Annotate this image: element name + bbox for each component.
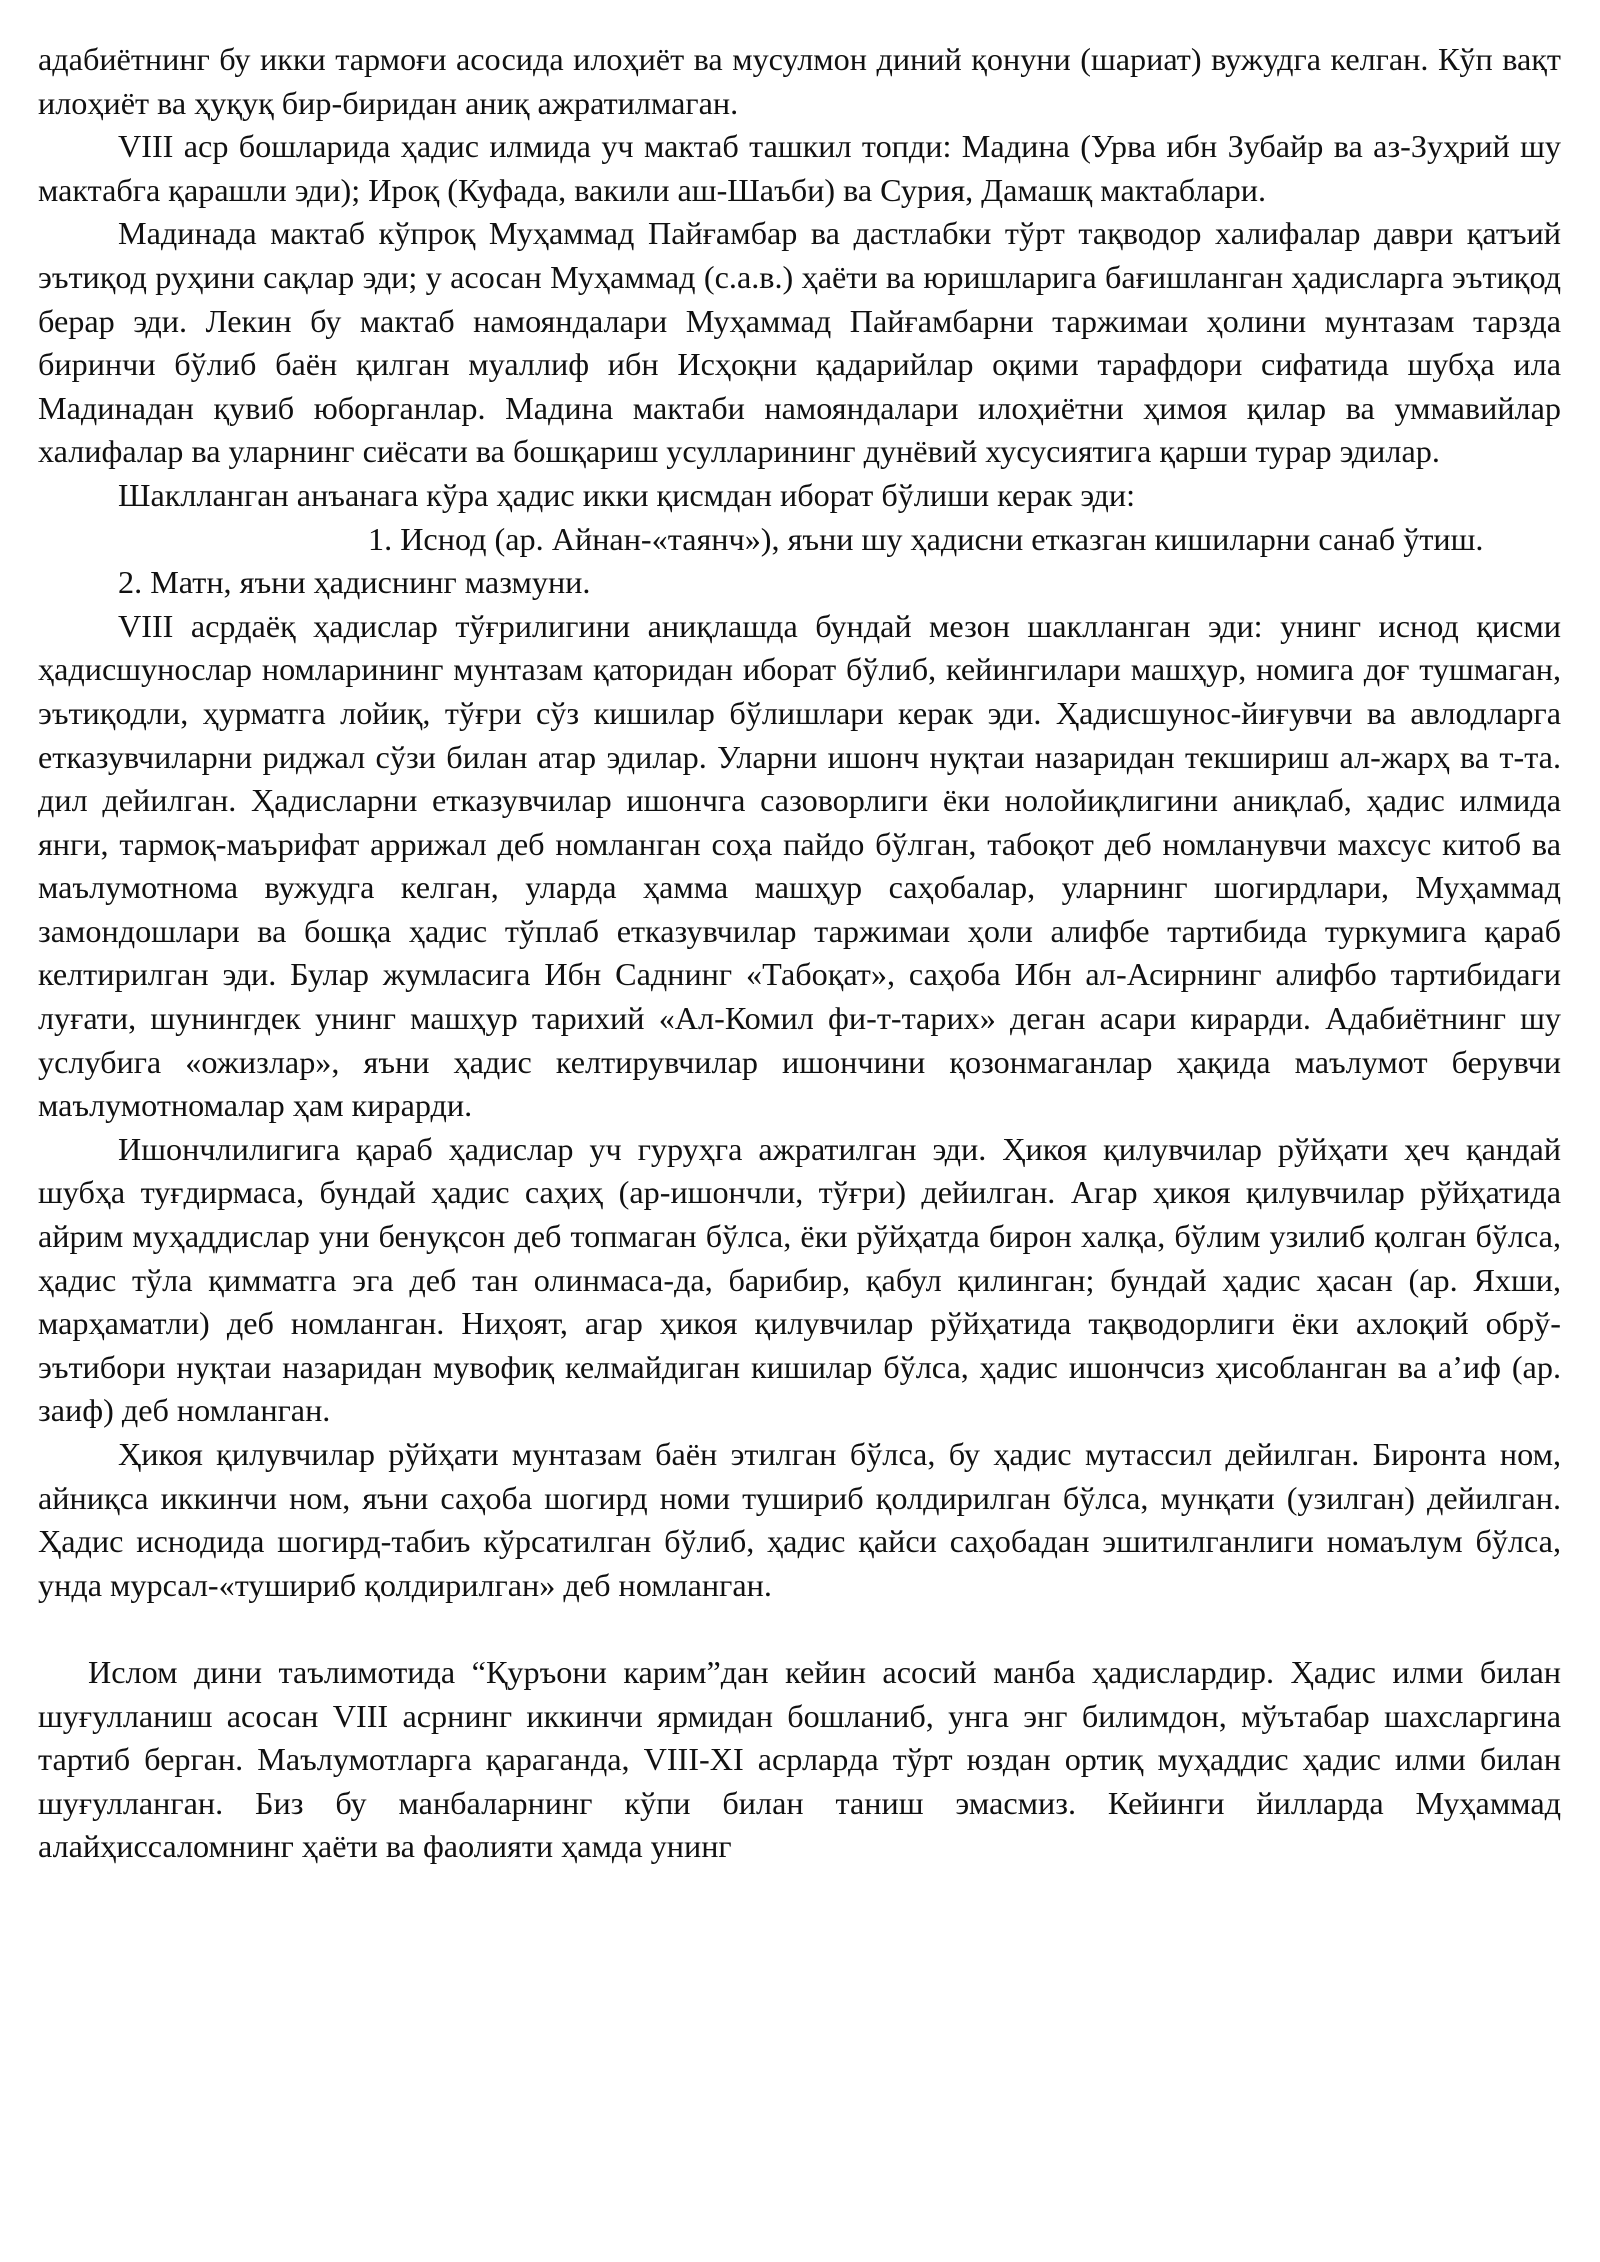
paragraph-chain: Ҳикоя қилувчилар рўйҳати мунтазам баён этилган бўлса, бу ҳадис мутассил дейилган. Биронта ном, айниқса иккинчи ном, яъни саҳоба шогирд номи тушириб қолдирилган бўлса, мунқати (узилган) дейилган. Ҳадис иснодида шогирд-табиъ кўрсатилган бўлиб, ҳадис қайси саҳобадан эшитилганлиги номаълум бўлса, унда мурсал-«тушириб қолдирилган» деб номланган. <box>38 1436 1561 1603</box>
paragraph-intro: адабиётнинг бу икки тармоғи асосида илоҳиёт ва мусулмон диний қонуни (шариат) вужудга келган. Кўп вақт илоҳиёт ва ҳуқуқ бир-биридан аниқ ажратилмаган. <box>38 41 1561 121</box>
paragraph-tradition: Шаклланган анъанага кўра ҳадис икки қисмдан иборат бўлиши керак эди: <box>118 476 1136 513</box>
document-page <box>38 38 1561 1869</box>
paragraph-criteria: VIII асрдаёқ ҳадислар тўғрилигини аниқлашда бундай мезон шаклланган эди: унинг иснод қисми ҳадисшунослар номларининг мунтазам қаторидан иборат бўлиб, кейингилари машҳур, номига доғ тушмаган, эътиқодли, ҳурматга лойиқ, тўғри сўз кишилар бўлишлари керак эди. Ҳадисшунос-йиғувчи ва авлодларга етказувчиларни риджал сўзи билан атар эдилар. Уларни ишонч нуқтаи назаридан текшириш ал-жарҳ ва т-та. дил дейилган. Ҳадисларни етказувчилар ишончга сазоворлиги ёки нолойиқлигини аниқлаб, ҳадис илмида янги, тармоқ-маърифат аррижал деб номланган соҳа пайдо бўлган, табоқот деб номланувчи махсус китоб ва маълумотнома вужудга келган, уларда ҳамма машҳур саҳобалар, уларнинг шогирдлари, Муҳаммад замондошлари ва бошқа ҳадис тўплаб етказувчилар таржимаи ҳоли алифбе тартибида туркумига қараб келтирилган эди. Булар жумласига Ибн Саднинг «Табоқат», саҳоба Ибн ал-Асирнинг алифбо тартибидаги луғати, шунингдек унинг машҳур тарихий «Ал-Комил фи-т-тарих» деган асари кирарди. Адабиётнинг шу услубига «ожизлар», яъни ҳадис келтирувчилар ишончини қозонмаганлар ҳақида маълумот берувчи маълумотномалар ҳам кирарди. <box>38 607 1561 1124</box>
list-item-matn: 2. Матн, яъни ҳадиснинг мазмуни. <box>118 564 591 601</box>
paragraph-medina: Мадинада мактаб кўпроқ Муҳаммад Пайғамбар ва дастлабки тўрт тақводор халифалар даври қатъий эътиқод руҳини сақлар эди; у асосан Муҳаммад (с.а.в.) ҳаёти ва юришларига бағишланган ҳадисларга эътиқод берар эди. Лекин бу мактаб намояндалари Муҳаммад Пайғамбарни таржимаи ҳолини мунтазам тарзда биринчи бўлиб баён қилган муаллиф ибн Исҳоқни қадарийлар оқими тарафдори сифатида шубҳа ила Мадинадан қувиб юборганлар. Мадина мактаби намояндалари илоҳиётни ҳимоя қилар ва уммавийлар халифалар ва уларнинг сиёсати ва бошқариш усулларининг дунёвий хусусиятига қарши турар эдилар. <box>38 215 1561 470</box>
paragraph-islam-teaching: Ислом дини таълимотида “Қуръони карим”дан кейин асосий манба ҳадислардир. Ҳадис илми билан шуғулланиш асосан VIII асрнинг иккинчи ярмидан бошланиб, унга энг билимдон, мўътабар шахсларгина тартиб берган. Маълумотларга қараганда, VIII-XI асрларда тўрт юздан ортиқ муҳаддис ҳадис илми билан шуғулланган. Биз бу манбаларнинг кўпи билан таниш эмасмиз. Кейинги йилларда Муҳаммад алайҳиссаломнинг ҳаёти ва фаолияти ҳамда унинг <box>38 1653 1561 1865</box>
list-item-isnad: 1. Иснод (ар. Айнан-«таянч»), яъни шу ҳадисни етказган кишиларни санаб ўтиш. <box>368 520 1484 557</box>
section-gap <box>38 1607 1561 1651</box>
paragraph-schools: VIII аср бошларида ҳадис илмида уч мактаб ташкил топди: Мадина (Урва ибн Зубайр ва аз-Зуҳрий шу мактабга қарашли эди); Ироқ (Куфада, вакили аш-Шаъби) ва Сурия, Дамашқ мактаблари. <box>38 128 1561 208</box>
paragraph-reliability: Ишончлилигига қараб ҳадислар уч гуруҳга ажратилган эди. Ҳикоя қилувчилар рўйҳати ҳеч қандай шубҳа туғдирмаса, бундай ҳадис саҳиҳ (ар-ишончли, тўғри) дейилган. Агар ҳикоя қилувчилар рўйҳатида айрим муҳаддислар уни бенуқсон деб топмаган бўлса, ёки рўйҳатда бирон халқа, бўлим узилиб қолган бўлса, ҳадис тўла қимматга эга деб тан олинмаса-да, барибир, қабул қилинган; бундай ҳадис ҳасан (ар. Яхши, марҳаматли) деб номланган. Ниҳоят, агар ҳикоя қилувчилар рўйҳатида тақводорлиги ёки ахлоқий обрў-эътибори нуқтаи назаридан мувофиқ келмайдиган кишилар бўлса, ҳадис ишончсиз ҳисобланган ва а’иф (ар. заиф) деб номланган. <box>38 1130 1561 1429</box>
